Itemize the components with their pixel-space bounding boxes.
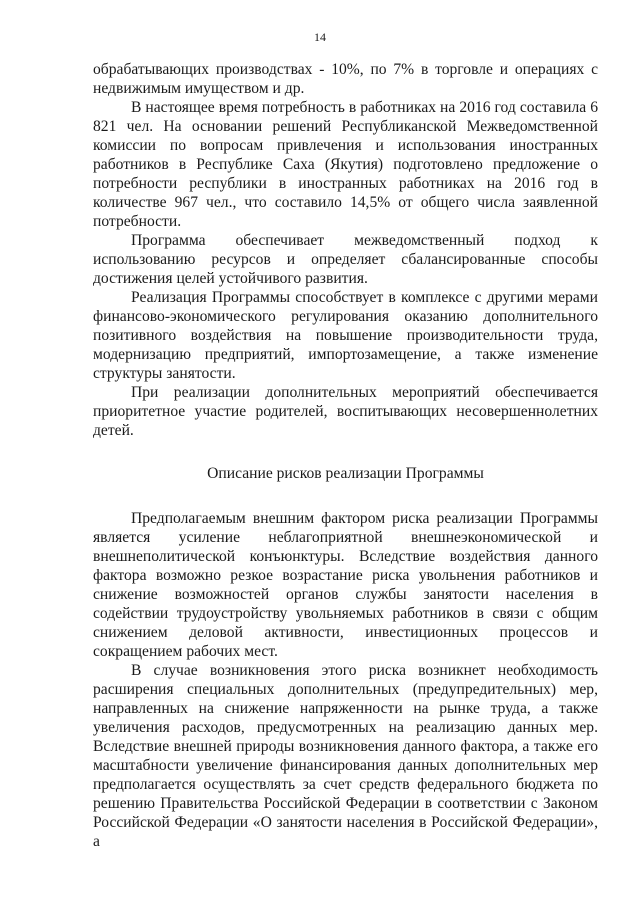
paragraph-continuation: обрабатывающих производствах - 10%, по 7% в торговле и операциях с недвижимым имуществом и др.: [93, 61, 598, 97]
page-number: 14: [314, 30, 326, 44]
section-heading: Описание рисков реализации Программы: [207, 465, 484, 482]
paragraph-interagency-approach: Программа обеспечивает межведомственный подход к использованию ресурсов и определяет сбалансированные способы достижения целей устойчивого развития.: [93, 232, 598, 287]
paragraph-parents-priority: При реализации дополнительных мероприятий обеспечивается приоритетное участие родителей, воспитывающих несовершеннолетних детей.: [93, 384, 598, 439]
paragraph-risk-response: В случае возникновения этого риска возникнет необходимость расширения специальных дополнительных (предупредительных) мер, направленных на снижение напряженности на рынке труда, а также увеличения расходов, предусмотренных на реализацию данных мер. Вследствие внешней природы возникновения данного фактора, а также его масштабности увеличение финансирования данных дополнительных мер предполагается осуществлять за счет средств федерального бюджета по решению Правительства Российской Федерации в соответствии с Законом Российской Федерации «О занятости населения в Российской Федерации», а: [93, 662, 598, 850]
document-body: [93, 60, 598, 851]
paragraph-program-implementation: Реализация Программы способствует в комплексе с другими мерами финансово-экономического регулирования оказанию дополнительного позитивного воздействия на повышение производительности труда, модернизацию предприятий, импортозамещение, а также изменение структуры занятости.: [93, 289, 598, 382]
spacer: [93, 440, 598, 464]
paragraph-external-risk: Предполагаемым внешним фактором риска реализации Программы является усиление неблагоприятной внешнеэкономической и внешнеполитической конъюнктуры. Вследствие воздействия данного фактора возможно резкое возрастание риска увольнения работников и снижение возможностей органов службы занятости населения в содействии трудоустройству увольняемых работников в связи с общим снижением деловой активности, инвестиционных процессов и сокращением рабочих мест.: [93, 510, 598, 660]
paragraph-workforce-demand: В настоящее время потребность в работниках на 2016 год составила 6 821 чел. На основании решений Республиканской Межведомственной комиссии по вопросам привлечения и использования иностранных работников в Республике Саха (Якутия) подготовлено предложение о потребности республики в иностранных работниках на 2016 год в количестве 967 чел., что составило 14,5% от общего числа заявленной потребности.: [93, 99, 598, 230]
spacer: [93, 483, 598, 509]
